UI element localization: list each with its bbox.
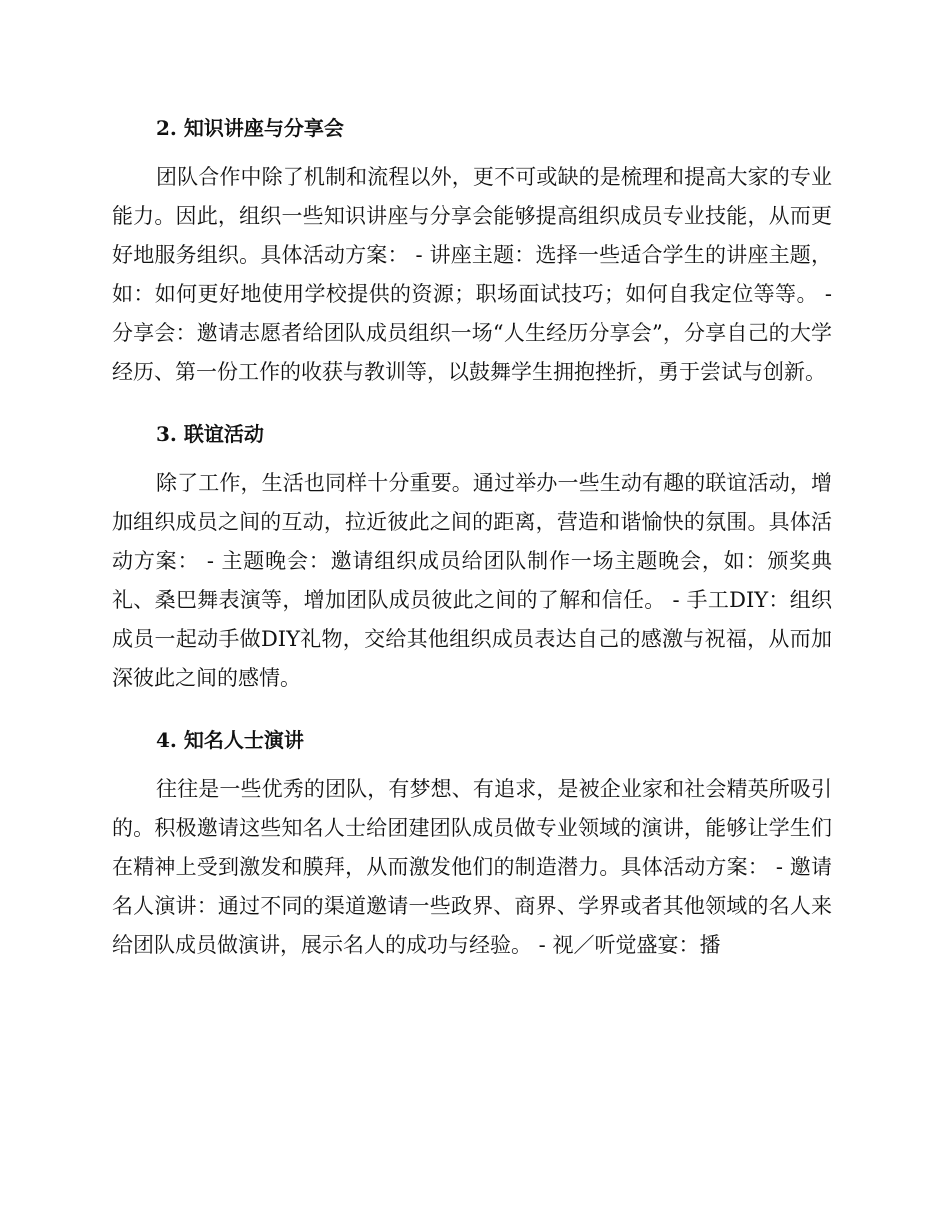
section-heading-knowledge-lectures: 2. 知识讲座与分享会	[156, 116, 344, 140]
section-body-knowledge-lectures: 团队合作中除了机制和流程以外，更不可或缺的是梳理和提高大家的专业能力。因此，组织一些知识讲座与分享会能够提高组织成员专业技能，从而更好地服务组织。具体活动方案： - 讲座主题：选择一些适合学生的讲座主题，如：如何更好地使用学校提供的资源；职场面试技巧；如何自我定位等等。 - 分享会：邀请志愿者给团队成员组织一场“人生经历分享会”，分享自己的大学经历、第一份工作的收获与教训等，以鼓舞学生拥抱挫折，勇于尝试与创新。	[112, 165, 832, 384]
section-heading-celebrity-speeches: 4. 知名人士演讲	[156, 728, 304, 752]
document-page	[112, 108, 832, 987]
section-body-social-activities: 除了工作，生活也同样十分重要。通过举办一些生动有趣的联谊活动，增加组织成员之间的互动，拉近彼此之间的距离，营造和谐愉快的氛围。具体活动方案： - 主题晚会：邀请组织成员给团队制作一场主题晚会，如：颁奖典礼、桑巴舞表演等，增加团队成员彼此之间的了解和信任。 - 手工DIY：组织成员一起动手做DIY礼物，交给其他组织成员表达自己的感激与祝福，从而加深彼此之间的感情。	[112, 471, 832, 690]
section-heading-social-activities: 3. 联谊活动	[156, 422, 264, 446]
section-body-celebrity-speeches: 往往是一些优秀的团队，有梦想、有追求，是被企业家和社会精英所吸引的。积极邀请这些知名人士给团建团队成员做专业领域的演讲，能够让学生们在精神上受到激发和膜拜，从而激发他们的制造潜力。具体活动方案： - 邀请名人演讲：通过不同的渠道邀请一些政界、商界、学界或者其他领域的名人来给团队成员做演讲，展示名人的成功与经验。 - 视／听觉盛宴：播	[112, 777, 832, 957]
